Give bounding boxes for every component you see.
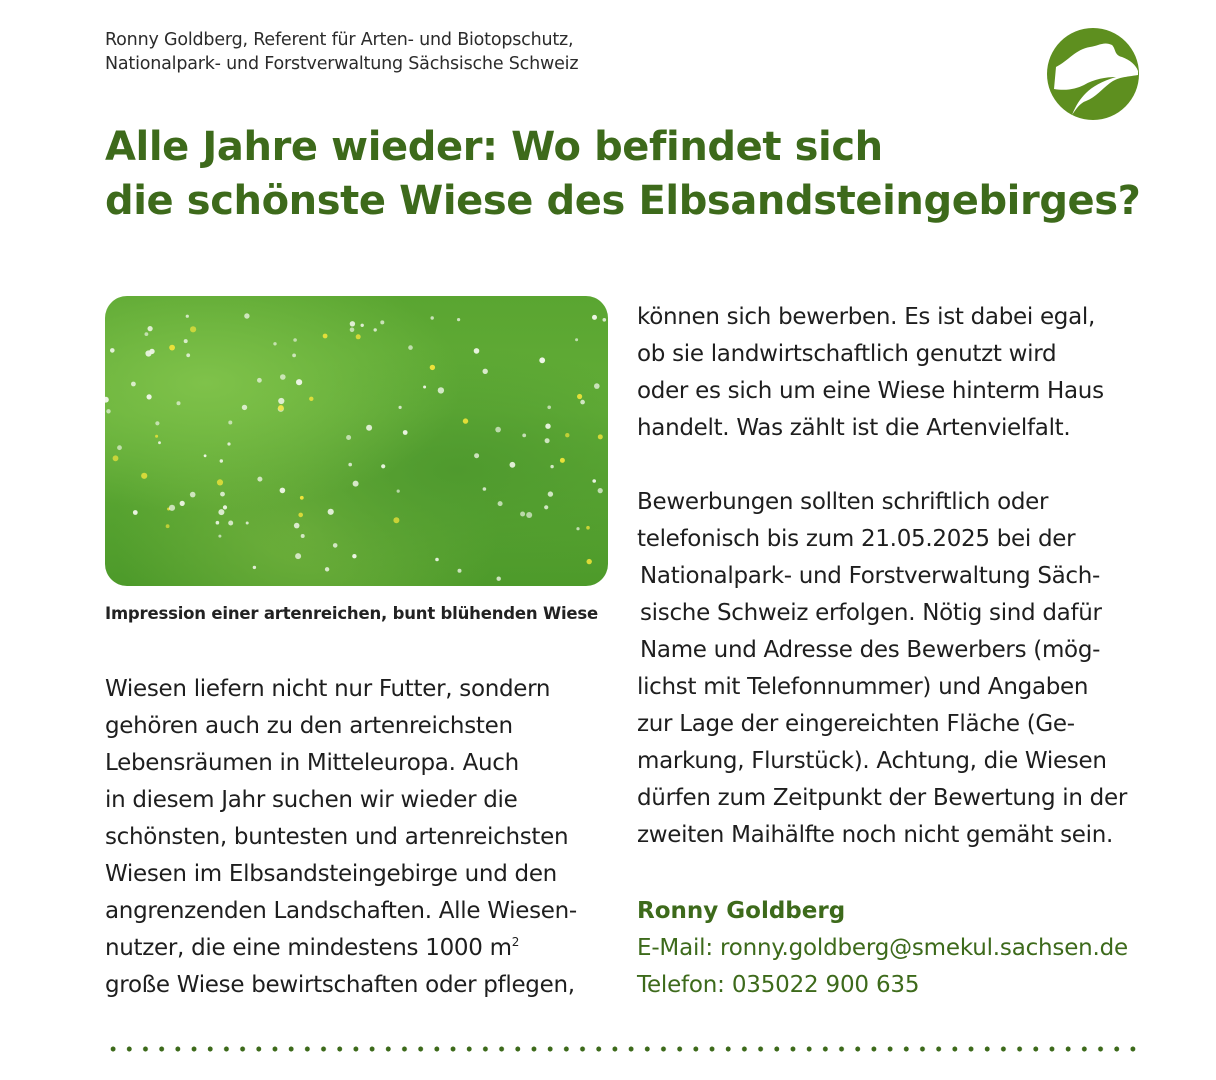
right-text-line: können sich bewerben. Es ist dabei egal, (637, 304, 1096, 330)
meadow-flowers (105, 296, 608, 586)
article-title-line-1: Alle Jahre wieder: Wo befindet sich (105, 124, 883, 170)
right-text-line: ob sie landwirtschaftlich genutzt wird (637, 341, 1057, 367)
left-text-fragment: nutzer, die eine mindestens 1000 m (105, 935, 512, 961)
author-line-1: Ronny Goldberg, Referent für Arten- und Biotopschutz, (105, 30, 574, 50)
left-text-line: Lebensräumen in Mitteleuropa. Auch (105, 750, 519, 776)
contact-name: Ronny Goldberg (637, 898, 846, 924)
author-line-2: Nationalpark- und Forstverwaltung Sächsische Schweiz (105, 54, 579, 74)
right-text-line: Nationalpark- und Forstverwaltung Säch- (640, 563, 1101, 589)
left-text-line: in diesem Jahr suchen wir wieder die (105, 787, 518, 813)
right-text-line: oder es sich um eine Wiese hinterm Haus (637, 378, 1104, 404)
contact-email[interactable]: E-Mail: ronny.goldberg@smekul.sachsen.de (637, 935, 1128, 961)
right-text-line: Name und Adresse des Bewerbers (mög- (640, 637, 1101, 663)
left-text-line: schönsten, buntesten und artenreichsten (105, 824, 569, 850)
dotted-divider (105, 1046, 1143, 1052)
article-title-line-2: die schönste Wiese des Elbsandsteingebirges? (105, 178, 1141, 224)
photo-caption: Impression einer artenreichen, bunt blühenden Wiese (105, 604, 599, 623)
right-text-line: Bewerbungen sollten schriftlich oder (637, 489, 1049, 515)
national-park-logo-icon (1046, 27, 1140, 121)
left-text-line: Wiesen im Elbsandsteingebirge und den (105, 861, 557, 887)
right-text-line: zur Lage der eingereichten Fläche (Ge- (637, 711, 1075, 737)
left-text-line: große Wiese bewirtschaften oder pflegen, (105, 972, 575, 998)
right-text-line: lichst mit Telefonnummer) und Angaben (637, 674, 1089, 700)
left-text-line: gehören auch zu den artenreichsten (105, 713, 513, 739)
right-text-line: sische Schweiz erfolgen. Nötig sind dafür (640, 600, 1102, 626)
right-text-line: markung, Flurstück). Achtung, die Wiesen (637, 748, 1107, 774)
left-text-line: angrenzenden Landschaften. Alle Wiesen- (105, 898, 577, 924)
superscript: 2 (511, 935, 520, 949)
left-text-line (105, 935, 519, 961)
right-text-line: dürfen zum Zeitpunkt der Bewertung in der (637, 785, 1127, 811)
left-text-line: Wiesen liefern nicht nur Futter, sondern (105, 676, 551, 702)
right-text-line: zweiten Maihälfte noch nicht gemäht sein. (637, 822, 1114, 848)
meadow-photo (105, 296, 608, 586)
right-text-line: telefonisch bis zum 21.05.2025 bei der (637, 526, 1076, 552)
right-text-line: handelt. Was zählt ist die Artenvielfalt. (637, 415, 1071, 441)
contact-phone[interactable]: Telefon: 035022 900 635 (637, 972, 920, 998)
